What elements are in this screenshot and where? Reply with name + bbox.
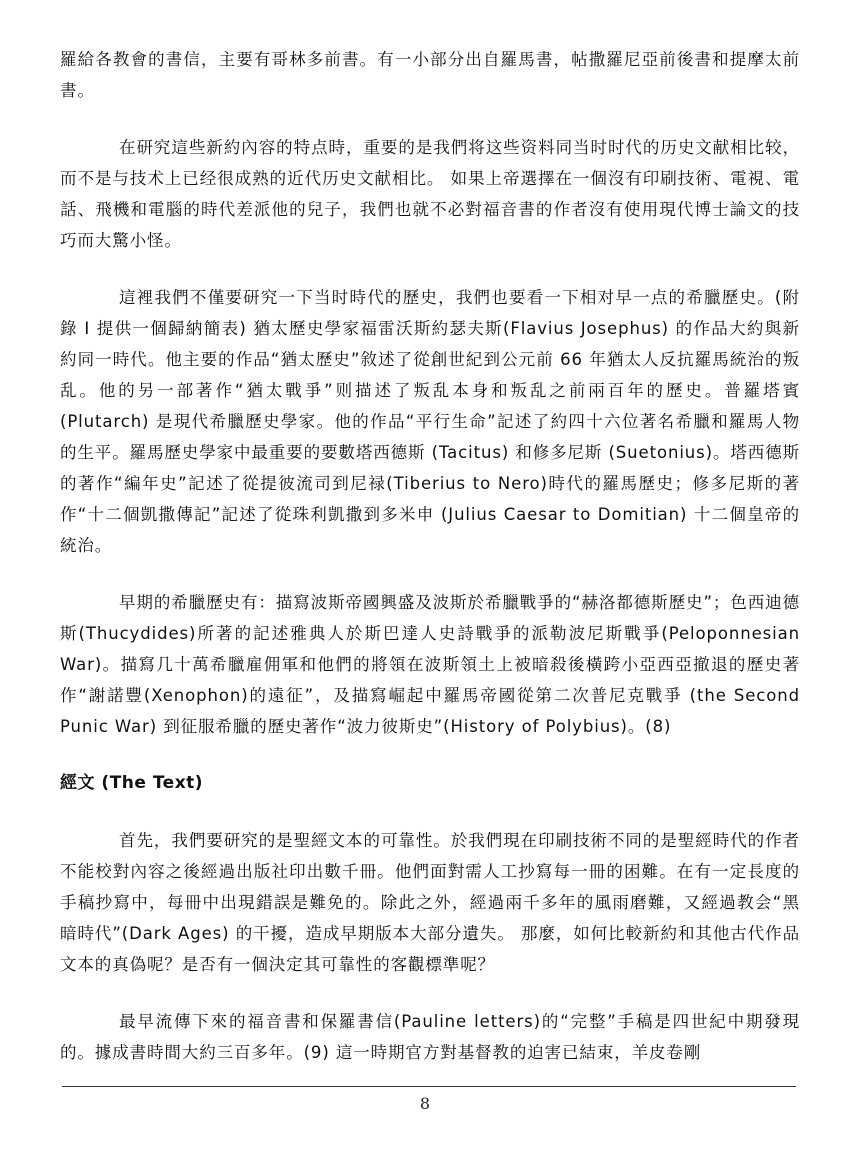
paragraph-1: 羅給各教會的書信，主要有哥林多前書。有一小部分出自羅馬書，帖撒羅尼亞前後書和提摩太前書。 [60, 50, 800, 100]
page-content [60, 44, 800, 1068]
footer-divider [62, 1086, 796, 1087]
paragraph-gap [60, 742, 800, 768]
paragraph-3: 這裡我們不僅要研究一下当时時代的歷史，我們也要看一下相对早一点的希臘歷史。(附錄 I 提供一個歸納簡表) 猶太歷史學家福雷沃斯約瑟夫斯(Flavius Josephus) 的作品大約與新約同一時代。他主要的作品“猶太歷史”敘述了從創世紀到公元前 66 年猶太人反抗羅馬統治的叛乱。他的另一部著作“猶太戰爭”则描述了叛乱本身和叛乱之前兩百年的歷史。普羅塔賓(Plutarch) 是現代希臘歷史學家。他的作品“平行生命”記述了約四十六位著名希臘和羅馬人物的生平。羅馬歷史學家中最重要的要數塔西德斯 (Tacitus) 和修多尼斯 (Suetonius)。塔西德斯的著作“編年史”記述了從提彼流司到尼禄(Tiberius to Nero)時代的羅馬歷史；修多尼斯的著作“十二個凱撒傳記”記述了從珠利凱撒到多米申 (Julius Caesar to Domitian) 十二個皇帝的統治。 [60, 288, 800, 555]
paragraph-4: 早期的希臘歷史有：描寫波斯帝國興盛及波斯於希臘戰爭的“赫洛都德斯歷史”；色西迪德斯(Thucydides)所著的記述雅典人於斯巴達人史詩戰爭的派勒波尼斯戰爭(Peloponnesian War)。描寫几十萬希臘雇佣軍和他們的將領在波斯領土上被暗殺後橫跨小亞西亞撤退的歷史著作“謝諾豐(Xenophon)的遠征”，及描寫崛起中羅馬帝國從第二次普尼克戰爭 (the Second Punic War) 到征服希臘的歷史著作“波力彼斯史”(History of Polybius)。(8) [60, 593, 800, 736]
page-number: 8 [419, 1094, 431, 1113]
paragraph-5: 首先，我們要研究的是聖經文本的可靠性。於我們現在印刷技術不同的是聖經時代的作者不能校對內容之後經過出版社印出數千冊。他們面對需人工抄寫每一冊的困難。在有一定長度的手稿抄寫中，每冊中出現錯誤是難免的。除此之外，經過兩千多年的風雨磨難，又經過教会“黑暗時代”(Dark Ages) 的干擾，造成早期版本大部分遺失。 那麼，如何比較新約和其他古代作品文本的真偽呢？是否有一個決定其可靠性的客觀標準呢？ [60, 831, 800, 974]
paragraph-gap [60, 106, 800, 132]
paragraph-6: 最早流傳下來的福音書和保羅書信(Pauline letters)的“完整”手稿是四世紀中期發現的。據成書時間大約三百多年。(9) 這一時期官方對基督教的迫害已結束，羊皮卷剛 [60, 1012, 800, 1062]
paragraph-gap [60, 256, 800, 282]
paragraph-2: 在研究這些新約內容的特点時，重要的是我們将这些资料同当时时代的历史文献相比较，而不是与技术上已经很成熟的近代历史文献相比。 如果上帝選擇在一個沒有印刷技術、電視、電話、飛機和電腦的時代差派他的兒子，我們也就不必對福音書的作者沒有使用現代博士論文的技巧而大驚小怪。 [60, 138, 800, 250]
section-heading: 經文 (The Text) [60, 773, 204, 793]
paragraph-gap [60, 799, 800, 825]
paragraph-gap [60, 980, 800, 1006]
paragraph-gap [60, 561, 800, 587]
